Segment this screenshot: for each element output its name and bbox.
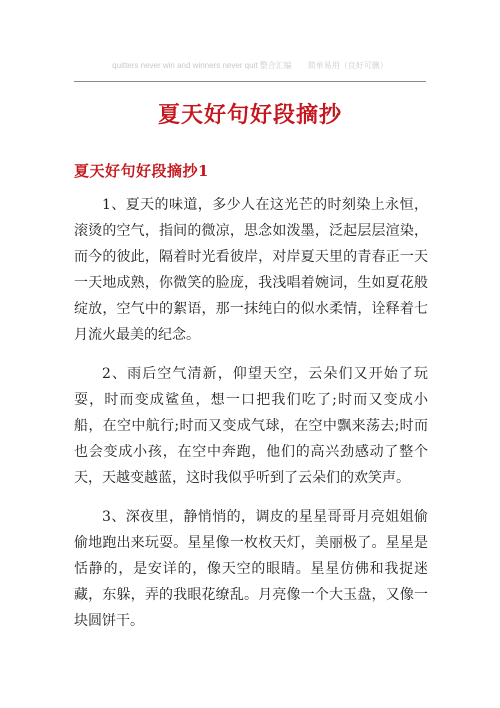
paragraph-2: 2、雨后空气清新，仰望天空，云朵们又开始了玩耍，时而变成鲨鱼，想一口把我们吃了;时而又变成小船，在空中航行;时而又变成气球，在空中飘来荡去;时而也会变成小孩，在空中奔跑，他们的高兴劲感动了整个天，天越变越蓝，这时我似乎听到了云朵们的欢笑声。 [74,366,428,486]
paragraph-1: 1、夏天的味道，多少人在这光芒的时刻染上永恒，滚烫的空气，指间的微凉，思念如泼墨，泛起层层渲染，而今的彼此，隔着时光看彼岸，对岸夏天里的青春正一天一天地成熟，你微笑的脸庞，我浅唱着婉词，生如夏花般绽放，空气中的絮语，那一抹纯白的似水柔情，诠释着七月流火最美的纪念。 [74,197,428,343]
header-note: quitters never win and winners never quit 整合汇编 简单易用（良好可删） [112,61,388,70]
document-body [74,192,428,647]
document-title: 夏天好句好段摘抄 [157,102,342,128]
header-divider [74,81,426,82]
section-heading: 夏天好句好段摘抄1 [74,162,209,180]
paragraph-3: 3、深夜里，静悄悄的，调皮的星星哥哥月亮姐姐偷偷地跑出来玩耍。星星像一枚枚天灯，美丽极了。星星是恬静的，是安详的，像天空的眼睛。星星仿佛和我捉迷藏，东躲，弄的我眼花缭乱。月亮像一个大玉盘，又像一块圆饼干。 [74,509,428,629]
